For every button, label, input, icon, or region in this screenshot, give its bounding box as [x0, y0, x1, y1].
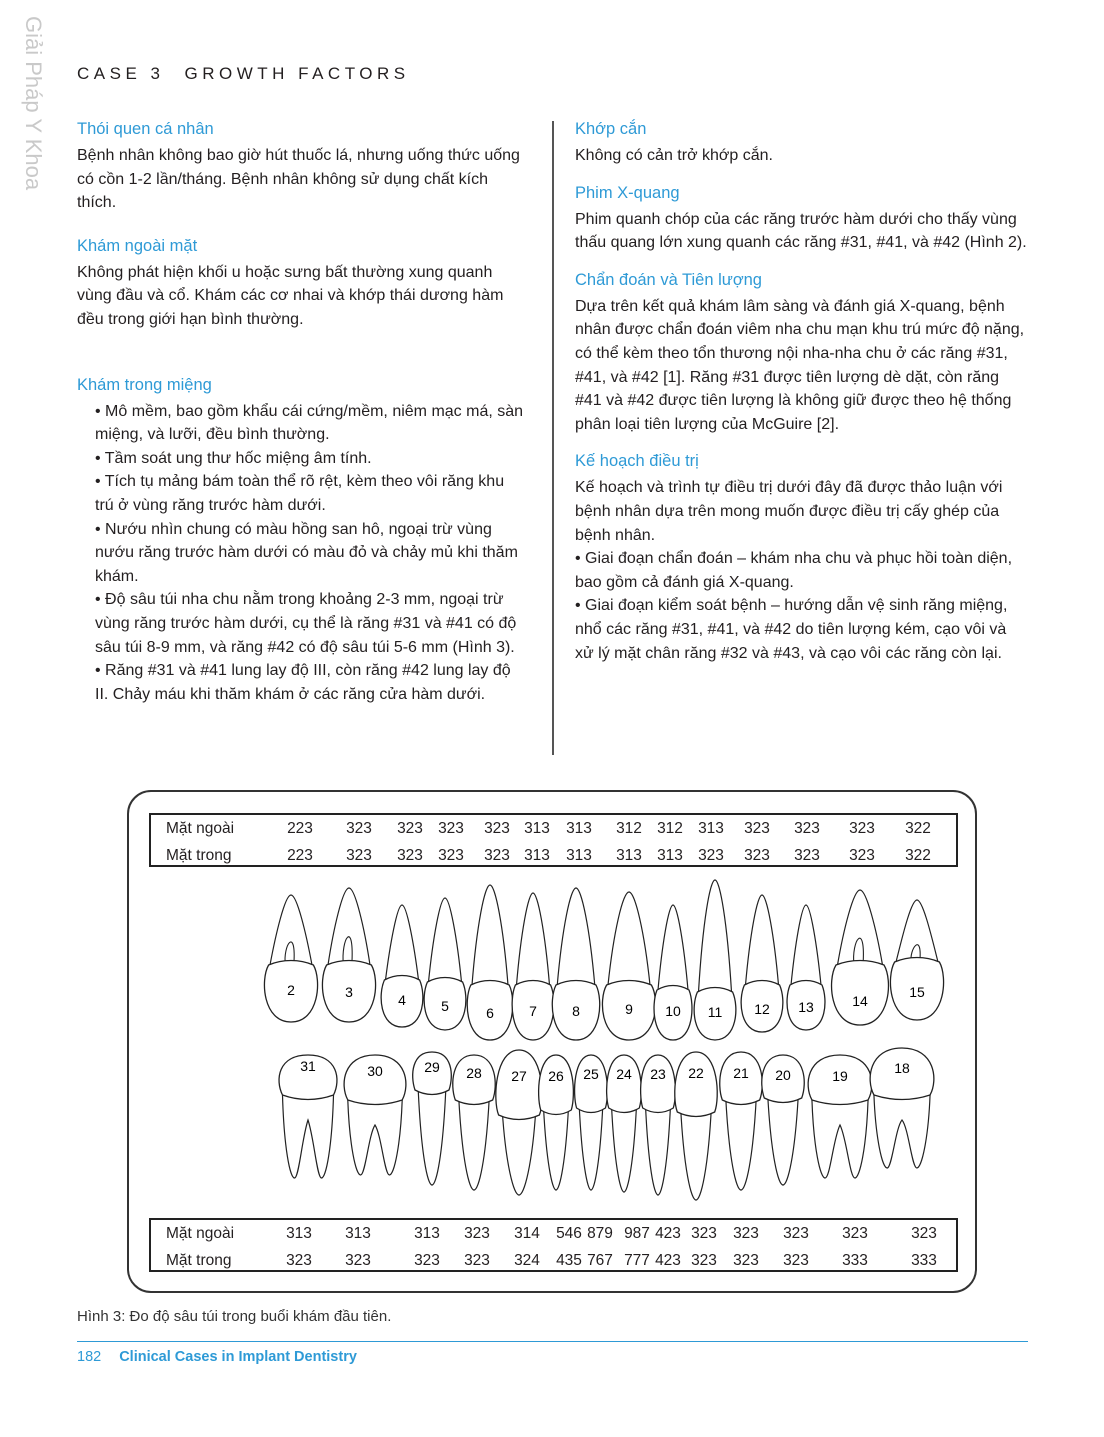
- upper-row-facial: [151, 815, 956, 842]
- upper-tooth: [322, 888, 375, 1022]
- upper-tooth: [602, 892, 655, 1040]
- lower-tooth: [279, 1055, 337, 1178]
- probing-value: 323: [849, 820, 875, 837]
- case-label: CASE 3: [77, 64, 165, 83]
- upper-tooth: [264, 895, 317, 1022]
- tooth-number: 27: [511, 1068, 527, 1084]
- lower-row-facial: [151, 1220, 956, 1247]
- probing-value: 313: [414, 1225, 440, 1242]
- probing-value: 323: [783, 1225, 809, 1242]
- probing-value: 223: [287, 847, 313, 864]
- tooth-number: 5: [441, 998, 449, 1014]
- upper-tooth: [787, 905, 825, 1030]
- figure-caption: Hình 3: Đo độ sâu túi trong buổi khám đầu tiên.: [77, 1308, 392, 1325]
- running-header: [77, 64, 410, 84]
- row-label: Mặt trong: [166, 1252, 232, 1269]
- tooth-number: 4: [398, 992, 406, 1008]
- probing-value: 323: [397, 820, 423, 837]
- lower-tooth: [607, 1055, 642, 1192]
- probing-value: 333: [842, 1252, 868, 1269]
- probing-value: 312: [616, 820, 642, 837]
- lower-tooth: [762, 1055, 804, 1185]
- left-column: [77, 118, 527, 720]
- lower-tooth: [675, 1052, 717, 1200]
- row-label: Mặt trong: [166, 847, 232, 864]
- section-heading: Chẩn đoán và Tiên lượng: [575, 270, 762, 289]
- probing-value: 423: [655, 1252, 681, 1269]
- section-personal-habits: [77, 118, 527, 215]
- section-occlusion: [575, 118, 1027, 168]
- probing-value: 313: [657, 847, 683, 864]
- upper-tooth: [654, 905, 692, 1040]
- probing-value: 323: [744, 847, 770, 864]
- page-footer: [77, 1349, 357, 1365]
- probing-value: 323: [744, 820, 770, 837]
- section-diagnosis: [575, 269, 1027, 437]
- probing-value: 323: [484, 820, 510, 837]
- probing-value: 313: [698, 820, 724, 837]
- section-text: Không có cản trở khớp cắn.: [575, 147, 773, 164]
- bullet-item: • Mô mềm, bao gồm khẩu cái cứng/mềm, niêm mạc má, sàn miệng, và lưỡi, đều bình thường.: [95, 400, 527, 447]
- lower-tooth: [720, 1052, 762, 1190]
- upper-tooth: [381, 905, 423, 1027]
- lower-tooth: [496, 1050, 542, 1195]
- probing-value: 323: [464, 1252, 490, 1269]
- probing-value: 313: [345, 1225, 371, 1242]
- tooth-number: 19: [832, 1068, 848, 1084]
- upper-tooth: [741, 895, 783, 1032]
- probing-value: 323: [345, 1252, 371, 1269]
- tooth-number: 31: [300, 1058, 316, 1074]
- right-column: [575, 118, 1027, 679]
- probing-value: 323: [698, 847, 724, 864]
- probing-value: 323: [733, 1225, 759, 1242]
- bullet-item: • Tích tụ mảng bám toàn thể rõ rệt, kèm theo vôi răng khu trú ở vùng răng trước hàm dưới.: [95, 470, 527, 517]
- tooth-number: 3: [345, 984, 353, 1000]
- section-heading: Kế hoạch điều trị: [575, 452, 699, 471]
- lower-tooth: [344, 1055, 406, 1175]
- watermark-text: Giải Pháp Y Khoa: [21, 16, 46, 191]
- probing-value: 313: [616, 847, 642, 864]
- probing-value: 322: [905, 820, 931, 837]
- section-text: Phim quanh chóp của các răng trước hàm dưới cho thấy vùng thấu quang lớn xung quanh các răng #31, #41, và #42 (Hình 2).: [575, 210, 1027, 252]
- lower-tooth: [641, 1055, 676, 1195]
- tooth-number: 24: [616, 1066, 632, 1082]
- tooth-number: 15: [909, 984, 925, 1000]
- bullet-item: • Răng #31 và #41 lung lay độ III, còn răng #42 lung lay độ II. Chảy máu khi thăm khám ở các răng cửa hàm dưới.: [95, 659, 527, 706]
- book-title: Clinical Cases in Implant Dentistry: [119, 1349, 357, 1365]
- tooth-number: 28: [466, 1065, 482, 1081]
- probing-value: 314: [514, 1225, 540, 1242]
- section-text: Dựa trên kết quả khám lâm sàng và đánh giá X-quang, bệnh nhân được chẩn đoán viêm nha chu mạn khu trú mức độ nặng, có thể kèm theo tổn thương nội nha-nha chu ở các răng #31, #41, và #42 [1]. Răng #31 được tiên lượng dè dặt, còn răng #41 và #42 được tiên lượng là không giữ được theo hệ thống phân loại tiên lượng của McGuire [2].: [575, 297, 1025, 433]
- footer-rule: [77, 1341, 1028, 1342]
- probing-value: 323: [484, 847, 510, 864]
- section-text: Bệnh nhân không bao giờ hút thuốc lá, nhưng uống thức uống có cồn 1-2 lần/tháng. Bệnh nhân không sử dụng chất kích thích.: [77, 147, 520, 212]
- tooth-number: 23: [650, 1066, 666, 1082]
- tooth-number: 14: [852, 993, 868, 1009]
- lower-tooth: [453, 1055, 495, 1190]
- bullet-item: • Tầm soát ung thư hốc miệng âm tính.: [95, 447, 527, 471]
- section-radiograph: [575, 182, 1027, 255]
- probing-value: 323: [438, 847, 464, 864]
- probing-value: 323: [849, 847, 875, 864]
- probing-value: 323: [438, 820, 464, 837]
- probing-value: 323: [691, 1252, 717, 1269]
- upper-tooth: [832, 890, 889, 1025]
- tooth-number: 25: [583, 1066, 599, 1082]
- tooth-number: 11: [707, 1004, 723, 1020]
- section-heading: Phim X-quang: [575, 183, 680, 202]
- lower-probing-table: [149, 1218, 958, 1272]
- upper-probing-table: [149, 813, 958, 867]
- upper-tooth: [694, 880, 736, 1040]
- probing-value: 323: [414, 1252, 440, 1269]
- probing-value: 546: [556, 1225, 582, 1242]
- probing-value: 323: [286, 1252, 312, 1269]
- probing-value: 777: [624, 1252, 650, 1269]
- upper-tooth: [512, 893, 554, 1040]
- chapter-title: GROWTH FACTORS: [184, 64, 410, 83]
- probing-value: 313: [566, 847, 592, 864]
- probing-value: 312: [657, 820, 683, 837]
- bullet-item: • Giai đoạn chẩn đoán – khám nha chu và phục hồi toàn diện, bao gồm cả đánh giá X-quang.: [575, 547, 1027, 594]
- probing-value: 313: [524, 847, 550, 864]
- column-divider: [552, 121, 554, 755]
- section-treatment-plan: [575, 450, 1027, 665]
- section-heading: Khám ngoài mặt: [77, 236, 198, 255]
- lower-tooth: [870, 1048, 934, 1168]
- probing-value: 323: [794, 820, 820, 837]
- probing-value: 323: [346, 820, 372, 837]
- probing-value: 323: [794, 847, 820, 864]
- lower-tooth: [413, 1052, 452, 1185]
- probing-value: 987: [624, 1225, 650, 1242]
- bullet-item: • Nướu nhìn chung có màu hồng san hô, ngoại trừ vùng nướu răng trước hàm dưới có màu đỏ và chảy mủ khi thăm khám.: [95, 518, 527, 589]
- section-heading: Thói quen cá nhân: [77, 120, 214, 138]
- bullet-item: • Độ sâu túi nha chu nằm trong khoảng 2-3 mm, ngoại trừ vùng răng trước hàm dưới, cụ thể là răng #31 và #41 có độ sâu túi 8-9 mm, và răng #42 có độ sâu túi 5-6 mm (Hình 3).: [95, 588, 527, 659]
- lower-tooth: [539, 1055, 574, 1190]
- probing-value: 323: [691, 1225, 717, 1242]
- tooth-number: 20: [775, 1067, 791, 1083]
- probing-value: 313: [286, 1225, 312, 1242]
- bullet-list: [77, 400, 527, 707]
- tooth-number: 9: [625, 1001, 633, 1017]
- probing-value: 323: [464, 1225, 490, 1242]
- section-heading: Khớp cắn: [575, 120, 647, 138]
- tooth-number: 8: [572, 1003, 580, 1019]
- tooth-number: 6: [486, 1005, 494, 1021]
- lower-tooth: [575, 1055, 608, 1190]
- probing-value: 313: [524, 820, 550, 837]
- tooth-number: 13: [798, 999, 814, 1015]
- tooth-number: 21: [733, 1065, 749, 1081]
- probing-value: 333: [911, 1252, 937, 1269]
- tooth-number: 12: [754, 1001, 770, 1017]
- bullet-item: • Giai đoạn kiểm soát bệnh – hướng dẫn vệ sinh răng miệng, nhổ các răng #31, #41, và #42 do tiên lượng kém, cạo vôi và xử lý mặt chân răng #32 và #43, và cạo vôi các răng còn lại.: [575, 594, 1027, 665]
- watermark: [4, 8, 46, 191]
- probing-value: 423: [655, 1225, 681, 1242]
- probing-value: 322: [905, 847, 931, 864]
- probing-value: 767: [587, 1252, 613, 1269]
- page-number: 182: [77, 1349, 102, 1365]
- tooth-number: 2: [287, 982, 295, 998]
- probing-value: 323: [397, 847, 423, 864]
- probing-value: 313: [566, 820, 592, 837]
- upper-tooth: [424, 898, 466, 1030]
- probing-value: 879: [587, 1225, 613, 1242]
- tooth-number: 30: [367, 1063, 383, 1079]
- upper-tooth: [552, 888, 599, 1040]
- upper-row-lingual: [151, 842, 956, 869]
- tooth-number: 7: [529, 1003, 537, 1019]
- probing-value: 323: [346, 847, 372, 864]
- tooth-number: 18: [894, 1060, 910, 1076]
- section-intraoral-exam: [77, 374, 527, 707]
- row-label: Mặt ngoài: [166, 820, 235, 837]
- section-text: Kế hoạch và trình tự điều trị dưới đây đã được thảo luận với bệnh nhân dựa trên mong muốn được điều trị cấy ghép của bệnh nhân.: [575, 479, 1003, 544]
- tooth-number: 29: [424, 1059, 440, 1075]
- probing-value: 324: [514, 1252, 540, 1269]
- lower-row-lingual: [151, 1247, 956, 1274]
- section-extraoral-exam: [77, 235, 527, 332]
- row-label: Mặt ngoài: [166, 1225, 235, 1242]
- probing-value: 323: [733, 1252, 759, 1269]
- section-heading: Khám trong miệng: [77, 375, 212, 394]
- lower-tooth: [808, 1055, 872, 1178]
- section-text: Không phát hiện khối u hoặc sưng bất thường xung quanh vùng đầu và cổ. Khám các cơ nhai và khớp thái dương hàm đều trong giới hạn bình thường.: [77, 263, 504, 328]
- tooth-number: 22: [688, 1065, 704, 1081]
- tooth-number: 10: [665, 1003, 681, 1019]
- probing-value: 323: [783, 1252, 809, 1269]
- upper-tooth: [890, 900, 943, 1020]
- upper-tooth: [467, 885, 513, 1040]
- probing-value: 223: [287, 820, 313, 837]
- probing-value: 323: [911, 1225, 937, 1242]
- probing-value: 435: [556, 1252, 582, 1269]
- tooth-number: 26: [548, 1068, 564, 1084]
- dental-arch-diagram: [130, 880, 950, 1210]
- probing-value: 323: [842, 1225, 868, 1242]
